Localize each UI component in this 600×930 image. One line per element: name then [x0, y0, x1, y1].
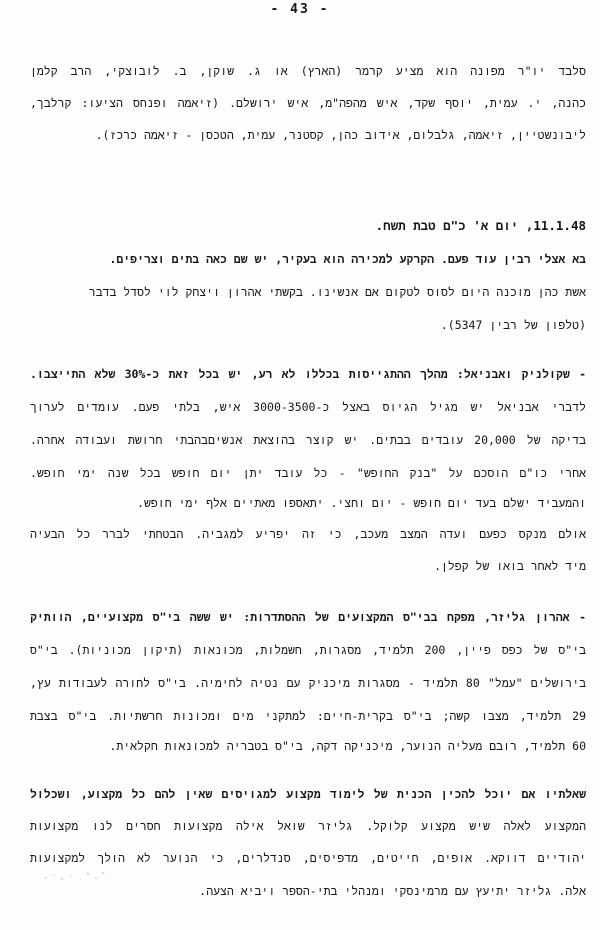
text-line: (טלפון של רבין 5347).	[440, 318, 586, 332]
text-line: לדברי אבניאל יש מגיל הגיוס באצל כ-3000-3500 איש, בלתי פעם. עומדים לערוך	[30, 400, 586, 414]
text-line: אחרי כו"ם הוסכם על "בנק החופש" - כל עובד יתן יום חופש בכל שנה ימי חופש.	[30, 466, 586, 480]
entry-date-heading: 11.1.48, יום א' כ"ם טבת תשח.	[375, 218, 586, 233]
text-line: שאלתיו אם יוכל להכין הכנית של לימוד מקצוע למגויסים שאין להם כל מקצוע, ושכלול	[30, 787, 586, 801]
text-line: - שקולניק ואבניאל: מהלך ההתגייסות בכללו לא רע, יש בכל זאת כ-30% שלא התייצבו.	[30, 367, 586, 381]
page-number: - 43 -	[270, 2, 330, 17]
text-line: כהנה, י. עמית, יוסף שקד, איש מהפה"מ, איש ירושלם. (זיאמה ופנחס הציעו: קרלבך,	[30, 96, 586, 110]
text-line: בי"ס של כפס פיין, 200 תלמיד, מסגרות, חשמלות, מכונאות (תיקון מכוניות). בי"ס	[30, 643, 586, 657]
text-line: בדיקה של 20,000 עובדים בבתים. יש קוצר בהוצאת אנשיםבהבתי חרושת ועבודה אחרה.	[30, 433, 586, 447]
ink-smudge	[40, 864, 120, 890]
text-line: המקצוע לאלה שיש מקצוע קלוקל. גליזר שואל אילה מקצועות חסרים לנו מקצועות	[30, 819, 586, 833]
text-line: אולם מנקס כפעם ועדה המצב מעכב, כי זה יפריע למגביה. הבטחתי לברר כל הבעיה	[30, 527, 586, 541]
text-line: יהודיים דווקא. אופים, חייטים, מדפיסים, סנדלרים, כי הנוער לא הולך למקצועות	[30, 851, 586, 865]
text-line: 29 תלמיד, מצבו קשה; בי"ס בקרית-חיים: למתקני מים ומכונות חרשתיות. בי"ס בצבת	[30, 709, 586, 723]
text-line: אשת כהן מוכנה היום לסוס לטקום אם אנשינו. בקשתי אהרון ויצחק לוי לסדל בדבר	[88, 285, 586, 299]
text-line: בא אצלי רבין עוד פעם. הקרקע למכירה הוא בעקיר, יש שם כאה בתים וצריפים.	[109, 252, 586, 266]
text-line: אלה. גליזר יתיעץ עם מרמינסקי ומנהלי בתי-הספר ויביא הצעה.	[199, 884, 586, 898]
text-line: 60 תלמיד, רובם מעליה הנוער, מיכניקה דקה, בי"ס בטבריה למכונאות חקלאית.	[109, 739, 586, 753]
text-line: והמעביד ישלם בעד יום חופש - יום וחצי. יתאספו מאתיים אלף ימי חופש.	[137, 496, 586, 510]
text-line: סלבד יו"ר מפונה הוא מציע קרמר (הארץ) או ג. שוקן, ב. לובוצקי, הרב קלמן	[30, 64, 586, 78]
text-line: - אהרון גליזר, מפקח בבי"ס המקצועים של ההסתדרות: יש ששה בי"ס מקצועיים, הוותיק	[30, 610, 586, 624]
text-line: מיד לאחר בואו של קפלן.	[434, 559, 586, 573]
text-line: בירושלים "עמל" 80 תלמיד - מסגרות מיכניק עם נטיה לחימיה. בי"ס לחורה לעבודות עץ,	[30, 676, 586, 690]
text-line: ליבונשטיין, זיאמה, גלבלום, אידוב כהן, קסטנר, עמית, הטכסן - זיאמה כרכז).	[95, 128, 586, 142]
